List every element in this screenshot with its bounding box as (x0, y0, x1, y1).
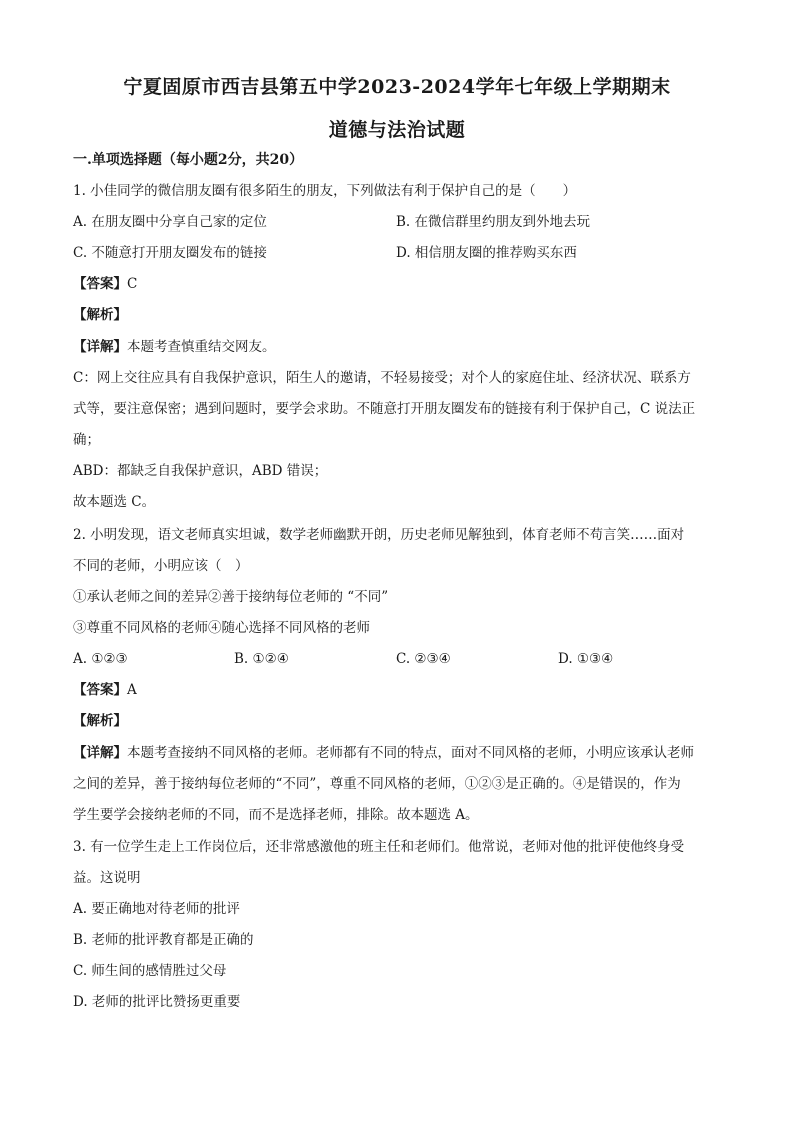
q2-explanation-2: 之间的差异，善于接纳每位老师的“不同”，尊重不同风格的老师，①②③是正确的。④是错误的，作为 (73, 776, 681, 792)
q1-analysis-tag: 【解析】 (73, 307, 127, 323)
q1-explanation-3: 确； (73, 432, 100, 448)
answer-tag: 【答案】 (73, 276, 127, 292)
q1-explanation-1: C：网上交往应具有自我保护意识，陌生人的邀请，不轻易接受；对个人的家庭住址、经济状况、联系方 (73, 370, 691, 386)
detail-tag: 【详解】 (73, 339, 127, 355)
q1-explanation-2: 式等，要注意保密；遇到问题时，要学会求助。不随意打开朋友圈发布的链接有利于保护自己，C 说法正 (73, 401, 696, 417)
q2-analysis-tag: 【解析】 (73, 713, 127, 729)
q2-answer (73, 682, 733, 698)
q1-option-row-2 (73, 245, 733, 261)
q1-detail (73, 339, 733, 355)
q1-option-a: A. 在朋友圈中分享自己家的定位 (73, 214, 267, 230)
q2-explanation-1: 本题考查接纳不同风格的老师。老师都有不同的特点，面对不同风格的老师，小明应该承认老师 (127, 745, 694, 761)
q2-items-1: ①承认老师之间的差异②善于接纳每位老师的 “不同” (73, 589, 389, 605)
detail-tag: 【详解】 (73, 745, 127, 761)
q3-stem-2: 益。这说明 (73, 870, 141, 886)
q3-stem-1: 3. 有一位学生走上工作岗位后，还非常感激他的班主任和老师们。他常说，老师对他的批评使他终身受 (73, 839, 685, 855)
q1-explanation-4: ABD：都缺乏自我保护意识，ABD 错误； (73, 463, 328, 479)
q2-items-2: ③尊重不同风格的老师④随心选择不同风格的老师 (73, 620, 370, 636)
q1-explanation-5: 故本题选 C。 (73, 494, 156, 510)
q2-option-d: D. ①③④ (558, 651, 614, 667)
q1-answer-value: C (127, 276, 138, 292)
q2-option-a: A. ①②③ (73, 651, 128, 667)
q1-option-row-1 (73, 214, 733, 230)
q1-option-c: C. 不随意打开朋友圈发布的链接 (73, 245, 267, 261)
q1-option-b: B. 在微信群里约朋友到外地去玩 (396, 214, 591, 230)
q2-option-c: C. ②③④ (396, 651, 451, 667)
q1-stem: 1. 小佳同学的微信朋友圈有很多陌生的朋友，下列做法有利于保护自己的是（ ） (73, 183, 577, 199)
document-title: 宁夏固原市西吉县第五中学2023-2024学年七年级上学期期末 (123, 76, 671, 98)
q1-detail-text: 本题考查慎重结交网友。 (127, 339, 276, 355)
q1-option-d: D. 相信朋友圈的推荐购买东西 (396, 245, 577, 261)
answer-tag: 【答案】 (73, 682, 127, 698)
q3-option-d: D. 老师的批评比赞扬更重要 (73, 994, 241, 1010)
section-heading: 一.单项选择题（每小题2分，共20） (73, 152, 304, 168)
q2-stem-1: 2. 小明发现，语文老师真实坦诚，数学老师幽默开朗，历史老师见解独到，体育老师不苟言笑……面对 (73, 527, 685, 543)
q2-detail (73, 745, 733, 761)
q2-option-b: B. ①②④ (234, 651, 289, 667)
document-subtitle: 道德与法治试题 (328, 119, 466, 141)
q3-option-c: C. 师生间的感情胜过父母 (73, 963, 227, 979)
q2-answer-value: A (127, 682, 137, 698)
q2-stem-2: 不同的老师，小明应该（ ） (73, 558, 249, 574)
q3-option-b: B. 老师的批评教育都是正确的 (73, 932, 254, 948)
q3-option-a: A. 要正确地对待老师的批评 (73, 901, 240, 917)
q1-answer (73, 276, 733, 292)
q2-explanation-3: 学生要学会接纳老师的不同，而不是选择老师，排除。故本题选 A。 (73, 807, 479, 823)
